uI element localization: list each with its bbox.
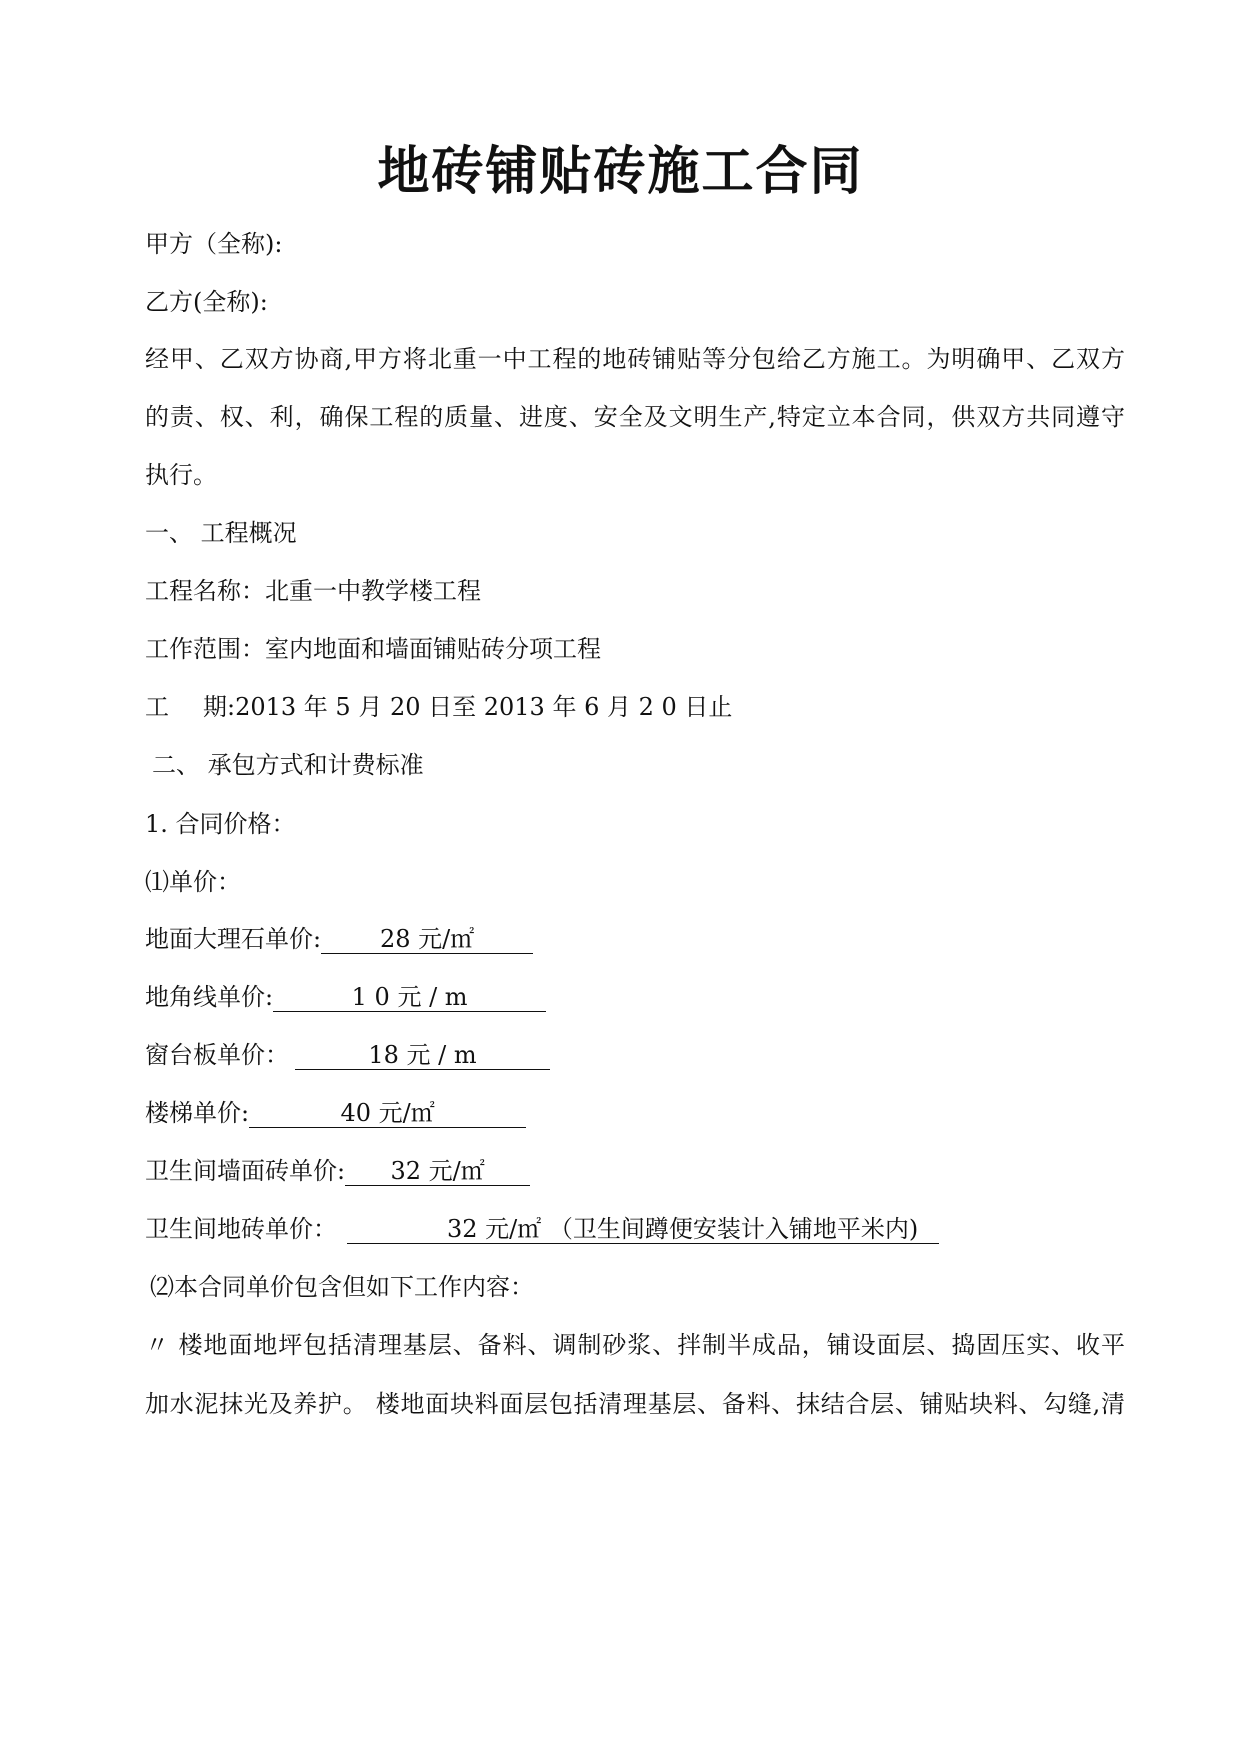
price-label: 地角线单价: (145, 983, 274, 1011)
work-scope: 工作范围：室内地面和墙面铺贴砖分项工程 (145, 635, 601, 663)
price-value: 28 元/㎡ (321, 925, 533, 954)
price-row-baseboard (145, 981, 546, 1013)
intro-line-2: 的责、权、利，确保工程的质量、进度、安全及文明生产,特定立本合同，供双方共同遵守 (145, 403, 1125, 431)
project-name: 工程名称：北重一中教学楼工程 (145, 577, 481, 605)
price-label: 楼梯单价: (145, 1099, 250, 1127)
contract-price-item: 1. 合同价格： (145, 810, 296, 838)
price-row-windowsill (145, 1039, 550, 1071)
price-value: 40 元/㎡ (249, 1099, 526, 1128)
period-label-b: 期:2013 年 5 月 20 日至 2013 年 6 月 2 0 日止 (203, 693, 733, 721)
intro-line-1: 经甲、乙双方协商,甲方将北重一中工程的地砖铺贴等分包给乙方施工。为明确甲、乙双方 (145, 345, 1125, 373)
work-content-line-1: 〃 楼地面地坪包括清理基层、备料、调制砂浆、拌制半成品，铺设面层、捣固压实、收平 (145, 1331, 1125, 1359)
price-value: 18 元 / m (295, 1041, 550, 1070)
price-row-stairs (145, 1097, 526, 1129)
price-label: 卫生间墙面砖单价: (145, 1157, 346, 1185)
price-label: 卫生间地砖单价： (145, 1215, 337, 1243)
work-content-subheading: ⑵本合同单价包含但如下工作内容： (150, 1273, 534, 1301)
section1-heading: 一、 工程概况 (145, 519, 297, 547)
construction-period (145, 691, 732, 723)
price-label: 窗台板单价： (145, 1041, 289, 1069)
price-value: 1 0 元 / m (273, 983, 546, 1012)
unit-price-subheading: ⑴单价： (145, 868, 241, 896)
period-label-a: 工 (145, 693, 169, 721)
intro-line-3: 执行。 (145, 461, 217, 489)
price-value: 32 元/㎡ （卫生间蹲便安装计入铺地平米内) (347, 1215, 939, 1244)
price-row-bathroom-wall (145, 1155, 530, 1187)
price-value: 32 元/㎡ (345, 1157, 530, 1186)
party-a-line: 甲方（全称): (145, 230, 283, 258)
price-label: 地面大理石单价: (145, 925, 322, 953)
section2-heading: 二、 承包方式和计费标准 (152, 751, 424, 779)
work-content-line-2: 加水泥抹光及养护。 楼地面块料面层包括清理基层、备料、抹结合层、铺贴块料、勾缝,清 (145, 1390, 1125, 1418)
price-row-marble (145, 923, 533, 955)
price-row-bathroom-floor (145, 1213, 939, 1245)
document-title: 地砖铺贴砖施工合同 (377, 141, 864, 202)
party-b-line: 乙方(全称): (145, 288, 268, 316)
